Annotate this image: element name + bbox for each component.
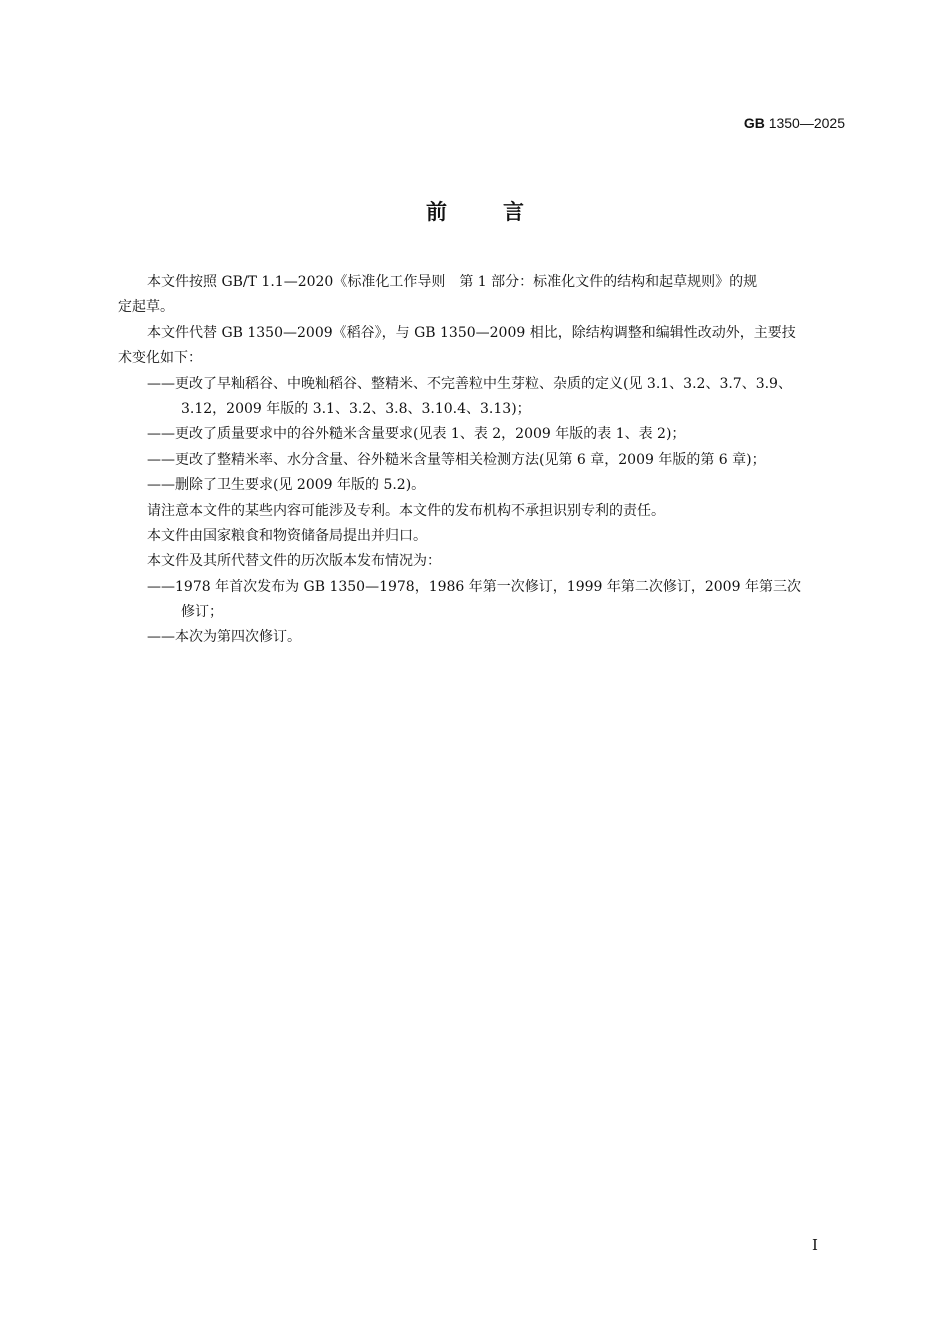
text-line: 请注意本文件的某些内容可能涉及专利。本文件的发布机构不承担识别专利的责任。	[147, 502, 665, 519]
page-number: I	[812, 1236, 818, 1254]
foreword-body	[118, 270, 845, 651]
standard-prefix: GB	[743, 115, 765, 131]
text-line: ——删除了卫生要求(见 2009 年版的 5.2)。	[147, 477, 426, 494]
paragraph	[118, 321, 845, 372]
text-line: 本文件按照 GB/T 1.1—2020《标准化工作导则 第 1 部分：标准化文件的结构和起草规则》的规	[147, 274, 758, 290]
list-item	[118, 422, 845, 447]
standard-number-header	[744, 115, 845, 131]
section-title: 前言	[426, 199, 580, 224]
list-item	[118, 575, 845, 626]
text-line: 本文件代替 GB 1350—2009《稻谷》，与 GB 1350—2009 相比，除结构调整和编辑性改动外，主要技	[147, 324, 796, 341]
text-line: 定起草。	[118, 299, 174, 316]
text-line: ——更改了质量要求中的谷外糙米含量要求(见表 1、表 2，2009 年版的表 1、表 2)；	[147, 426, 686, 443]
text-line: 本文件由国家粮食和物资储备局提出并归口。	[147, 527, 427, 544]
list-item	[118, 448, 845, 473]
standard-number: 1350—2025	[768, 115, 845, 131]
paragraph	[118, 549, 845, 574]
text-line: ——本次为第四次修订。	[147, 629, 301, 646]
text-line: ——更改了整精米率、水分含量、谷外糙米含量等相关检测方法(见第 6 章，2009 年版的第 6 章)；	[147, 451, 766, 468]
paragraph	[118, 499, 845, 524]
list-item	[118, 473, 845, 498]
text-line: 修订；	[181, 604, 223, 621]
text-line: 本文件及其所代替文件的历次版本发布情况为：	[147, 553, 441, 570]
paragraph	[118, 270, 845, 321]
list-item	[118, 372, 845, 423]
text-line: 3.12，2009 年版的 3.1、3.2、3.8、3.10.4、3.13)；	[181, 400, 531, 417]
list-item	[118, 625, 845, 650]
text-line: ——1978 年首次发布为 GB 1350—1978，1986 年第一次修订，1999 年第二次修订，2009 年第三次	[147, 578, 801, 595]
paragraph	[118, 524, 845, 549]
text-line: 术变化如下：	[118, 350, 202, 367]
text-line: ——更改了早籼稻谷、中晚籼稻谷、整精米、不完善粒中生芽粒、杂质的定义(见 3.1、3.2、3.7、3.9、	[147, 375, 792, 392]
